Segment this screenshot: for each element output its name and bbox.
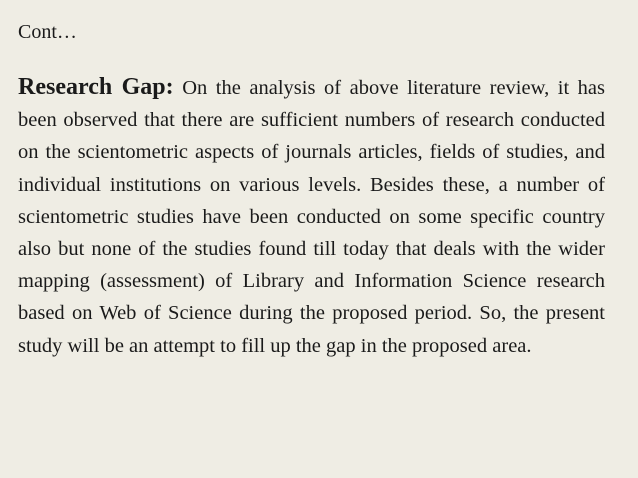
section-heading: Research Gap: <box>18 74 174 100</box>
research-gap-paragraph <box>18 71 605 362</box>
paragraph-body: On the analysis of above literature review, it has been observed that there are sufficient numbers of research conducted on the scientometric aspects of journals articles, fields of studies, and individual institutions on various levels. Besides these, a number of scientometric studies have been conducted on some specific country also but none of the studies found till today that deals with the wider mapping (assessment) of Library and Information Science research based on Web of Science during the proposed period. So, the present study will be an attempt to fill up the gap in the proposed area. <box>18 77 606 357</box>
continuation-label: Cont… <box>18 21 77 43</box>
